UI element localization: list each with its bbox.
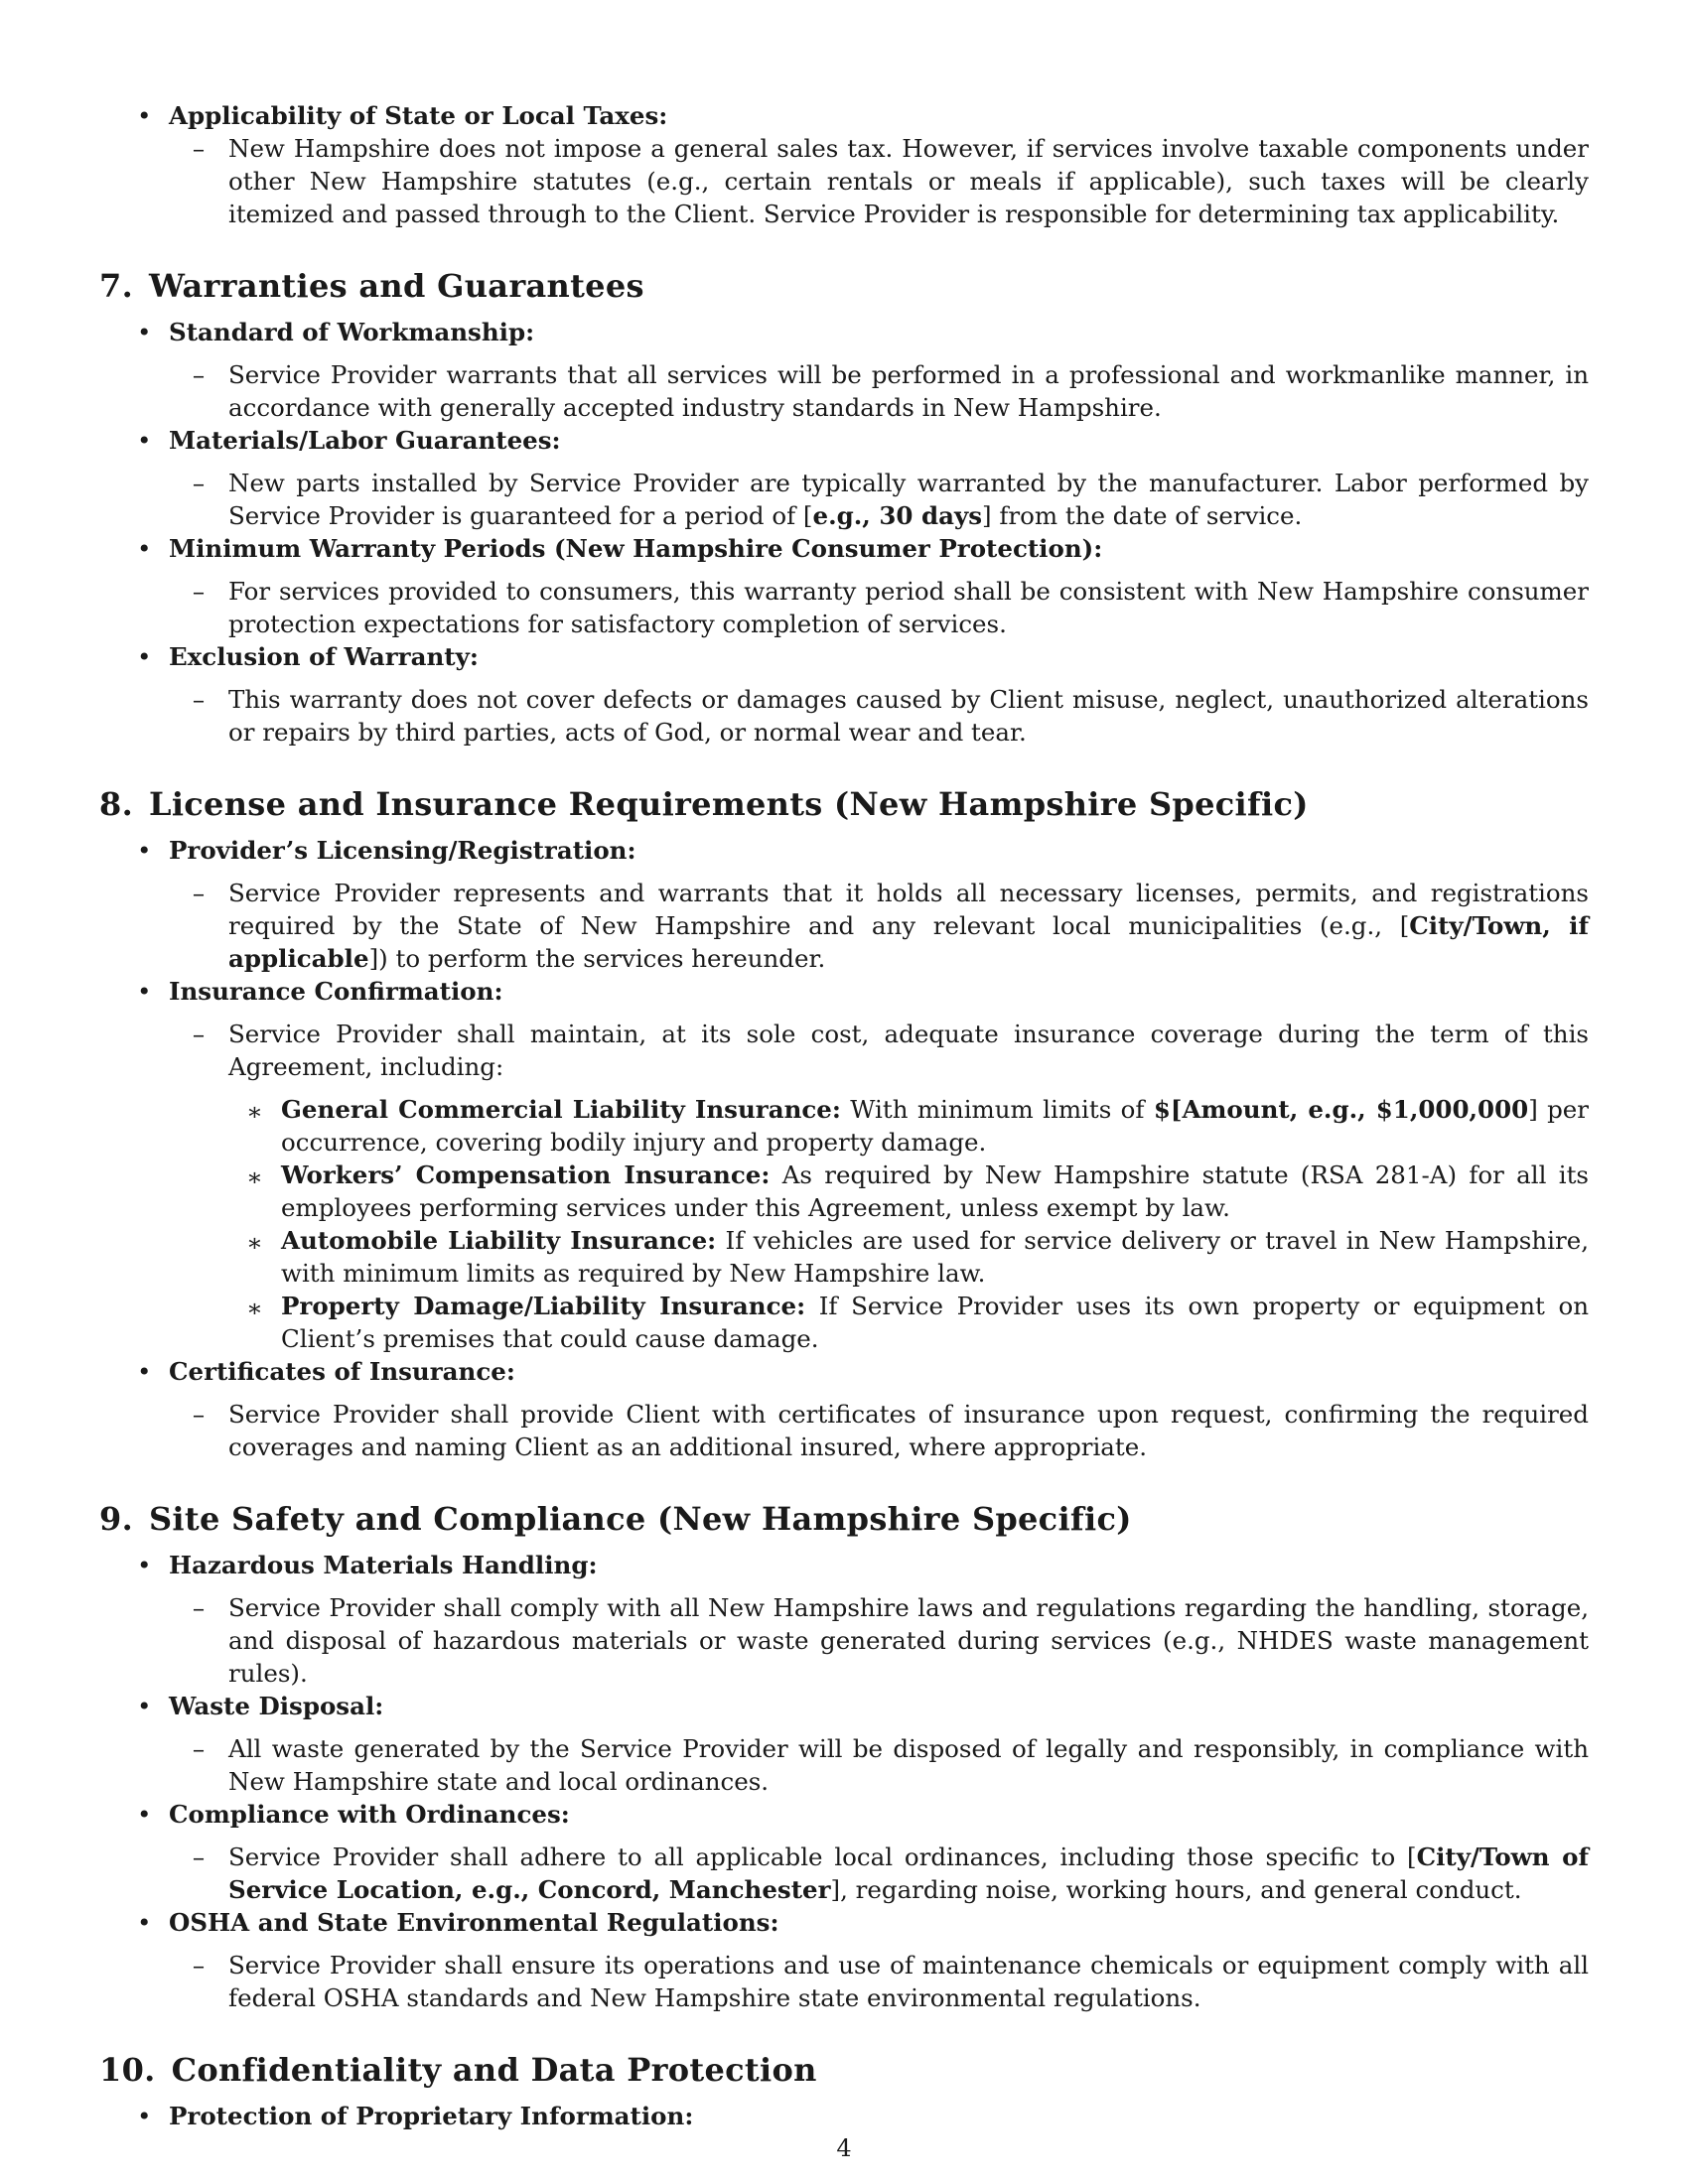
list-item [99, 424, 1589, 532]
bullet: • [137, 318, 152, 346]
item-label: Materials/Labor Guarantees: [169, 426, 561, 455]
item-text: For services provided to consumers, this warranty period shall be consistent with New Hampshire consumer protection expectations for satisfactory completion of services. [228, 577, 1589, 638]
bullet: • [137, 426, 152, 455]
sub-item [169, 877, 1589, 975]
item-text: Service Provider shall adhere to all applicable local ordinances, including those specific to [City/Town of Service Location, e.g., Concord, Manchester], regarding noise, working hours, and general conduct. [228, 1843, 1589, 1904]
star: ∗ [246, 1228, 263, 1257]
dash: – [192, 577, 206, 606]
dash: – [192, 134, 206, 163]
item-label: Standard of Workmanship: [169, 318, 535, 346]
dash: – [192, 1020, 206, 1048]
list-item [99, 1690, 1589, 1798]
bullet: • [137, 977, 152, 1006]
item-text: Service Provider shall comply with all New Hampshire laws and regulations regarding the handling, storage, and disposal of hazardous materials or waste generated during services (e.g., NHDES waste management rules). [228, 1593, 1589, 1688]
item-text: New Hampshire does not impose a general sales tax. However, if services involve taxable components under other New Hampshire statutes (e.g., certain rentals or meals if applicable), such taxes will be clearly itemized and passed through to the Client. Service Provider is responsible for determining tax applicability. [228, 134, 1589, 228]
list-item [99, 1355, 1589, 1463]
item-text: All waste generated by the Service Provider will be disposed of legally and responsibly, in compliance with New Hampshire state and local ordinances. [228, 1734, 1589, 1796]
list-item [99, 1798, 1589, 1906]
star: ∗ [246, 1162, 263, 1191]
sub-item [169, 575, 1589, 640]
list-item [99, 834, 1589, 975]
dash: – [192, 1734, 206, 1763]
list-item [99, 316, 1589, 424]
dash: – [192, 1951, 206, 1979]
list-item [99, 975, 1589, 1355]
list-item [99, 2100, 1589, 2132]
section-9 [99, 1499, 1589, 2014]
bullet: • [137, 1908, 152, 1937]
list-item [99, 640, 1589, 749]
bullet: • [137, 1800, 152, 1829]
sub-sub-item: ∗ Property Damage/Liability Insurance: If Service Provider uses its own property or equipment on Client’s premises that could cause damage. [228, 1290, 1589, 1355]
item-text: This warranty does not cover defects or damages caused by Client misuse, neglect, unauthorized alterations or repairs by third parties, acts of God, or normal wear and tear. [228, 685, 1589, 747]
item-label: Hazardous Materials Handling: [169, 1551, 598, 1579]
item-text: Service Provider shall maintain, at its sole cost, adequate insurance coverage during the term of this Agreement, including: [228, 1020, 1589, 1081]
item-text: Service Provider shall ensure its operations and use of maintenance chemicals or equipment comply with all federal OSHA standards and New Hampshire state environmental regulations. [228, 1951, 1589, 2012]
intro-list [99, 99, 1589, 230]
list-item [99, 99, 1589, 230]
dash: – [192, 1593, 206, 1622]
sub-item [169, 358, 1589, 424]
bullet: • [137, 836, 152, 865]
sub-item [169, 1841, 1589, 1906]
bullet: • [137, 1357, 152, 1386]
document-page [99, 99, 1589, 2132]
dash: – [192, 879, 206, 907]
item-label: OSHA and State Environmental Regulations: [169, 1908, 779, 1937]
star: ∗ [246, 1097, 263, 1126]
star: ∗ [246, 1294, 263, 1322]
section-8 [99, 784, 1589, 1463]
item-label: Certificates of Insurance: [169, 1357, 515, 1386]
section-heading: 7. Warranties and Guarantees [99, 267, 644, 305]
sub-item [169, 1949, 1589, 2014]
section-7 [99, 266, 1589, 749]
dash: – [192, 469, 206, 497]
item-text: Service Provider shall provide Client with certificates of insurance upon request, confirming the required coverages and naming Client as an additional insured, where appropriate. [228, 1400, 1589, 1461]
list-item [99, 1906, 1589, 2014]
bullet: • [137, 1551, 152, 1579]
item-text: Service Provider warrants that all services will be performed in a professional and workmanlike manner, in accordance with generally accepted industry standards in New Hampshire. [228, 360, 1589, 422]
dash: – [192, 1400, 206, 1429]
item-label: Provider’s Licensing/Registration: [169, 836, 636, 865]
bullet: • [137, 1692, 152, 1720]
sub-item [169, 132, 1589, 230]
sub-item [169, 1018, 1589, 1355]
sub-item [169, 467, 1589, 532]
bullet: • [137, 642, 152, 671]
sub-sub-item: ∗ Automobile Liability Insurance: If vehicles are used for service delivery or travel in New Hampshire, with minimum limits as required by New Hampshire law. [228, 1224, 1589, 1290]
sub-item [169, 683, 1589, 749]
section-heading: 8. License and Insurance Requirements (New Hampshire Specific) [99, 785, 1309, 823]
dash: – [192, 360, 206, 389]
item-label: Minimum Warranty Periods (New Hampshire Consumer Protection): [169, 534, 1103, 563]
dash: – [192, 685, 206, 714]
list-item [99, 532, 1589, 640]
item-text: Service Provider represents and warrants that it holds all necessary licenses, permits, and registrations required by the State of New Hampshire and any relevant local municipalities (e.g., [City/Town, if applicable]) to perform the services hereunder. [228, 879, 1590, 973]
sub-sub-item: ∗ General Commercial Liability Insurance: With minimum limits of $[Amount, e.g., $1,000,000] per occurrence, covering bodily injury and property damage. [228, 1093, 1589, 1159]
item-label: Waste Disposal: [169, 1692, 384, 1720]
item-text: New parts installed by Service Provider are typically warranted by the manufacturer. Labor performed by Service Provider is guaranteed for a period of [e.g., 30 days] from the date of service. [228, 469, 1589, 530]
dash: – [192, 1843, 206, 1871]
bullet: • [137, 101, 152, 130]
bullet: • [137, 534, 152, 563]
sub-item [169, 1732, 1589, 1798]
list-item [99, 1549, 1589, 1690]
sub-sub-item: ∗ Workers’ Compensation Insurance: As required by New Hampshire statute (RSA 281-A) for all its employees performing services under this Agreement, unless exempt by law. [228, 1159, 1589, 1224]
item-label: Applicability of State or Local Taxes: [169, 101, 668, 130]
section-heading: 10. Confidentiality and Data Protection [99, 2051, 817, 2089]
section-10 [99, 2050, 1589, 2132]
page-number: 4 [836, 2134, 852, 2162]
item-label: Compliance with Ordinances: [169, 1800, 570, 1829]
item-label: Protection of Proprietary Information: [169, 2102, 694, 2130]
item-label: Exclusion of Warranty: [169, 642, 479, 671]
sub-item [169, 1398, 1589, 1463]
section-heading: 9. Site Safety and Compliance (New Hampshire Specific) [99, 1500, 1132, 1538]
item-label: Insurance Confirmation: [169, 977, 503, 1006]
sub-item [169, 1591, 1589, 1690]
bullet: • [137, 2102, 152, 2130]
